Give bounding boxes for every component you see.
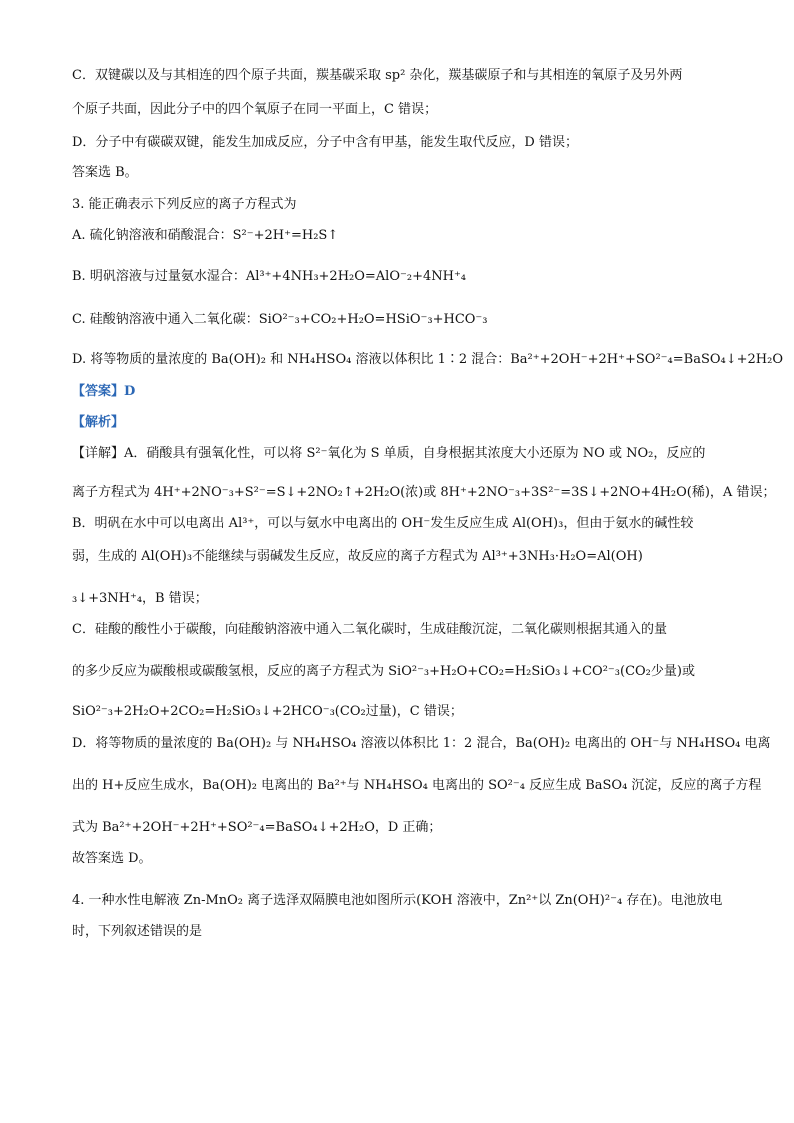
question-3-option-c: C. 硅酸钠溶液中通入二氧化碳：SiO²⁻₃+CO₂+H₂O=HSiO⁻₃+HCO⁻₃ — [72, 312, 488, 327]
question-3: 3. 能正确表示下列反应的离子方程式为 — [72, 197, 297, 212]
detail-line-1: 【详解】A．硝酸具有强氧化性，可以将 S²⁻氧化为 S 单质，自身根据其浓度大小还原为 NO 或 NO₂，反应的 — [72, 446, 706, 461]
detail-line-2: 离子方程式为 4H⁺+2NO⁻₃+S²⁻=S↓+2NO₂↑+2H₂O(浓)或 8H⁺+2NO⁻₃+3S²⁻=3S↓+2NO+4H₂O(稀)，A 错误； — [72, 485, 776, 500]
analysis-tag: 【解析】 — [72, 415, 125, 430]
answer-b: 答案选 B。 — [72, 165, 138, 180]
answer-tag: 【答案】D — [72, 384, 136, 399]
option-c-line-1: C．双键碳以及与其相连的四个原子共面，羰基碳采取 sp² 杂化，羰基碳原子和与其相连的氧原子及另外两 — [72, 68, 683, 83]
question-3-option-b: B. 明矾溶液与过量氨水湿合：Al³⁺+4NH₃+2H₂O=AlO⁻₂+4NH⁺₄ — [72, 269, 467, 284]
question-4-line-1: 4. 一种水性电解液 Zn-MnO₂ 离子选泽双隔膜电池如图所示(KOH 溶液中，Zn²⁺以 Zn(OH)²⁻₄ 存在)。电池放电 — [72, 893, 723, 908]
detail-line-4: 弱，生成的 Al(OH)₃不能继续与弱碱发生反应，故反应的离子方程式为 Al³⁺+3NH₃·H₂O=Al(OH) — [72, 549, 643, 564]
final-answer: 故答案选 D。 — [72, 851, 152, 866]
question-3-option-a: A. 硫化钠溶液和硝酸混合：S²⁻+2H⁺=H₂S↑ — [72, 228, 339, 243]
detail-line-11: 式为 Ba²⁺+2OH⁻+2H⁺+SO²⁻₄=BaSO₄↓+2H₂O，D 正确； — [72, 820, 442, 835]
detail-line-8: SiO²⁻₃+2H₂O+2CO₂=H₂SiO₃↓+2HCO⁻₃(CO₂过量)，C 错误； — [72, 704, 463, 719]
question-4-line-2: 时，下列叙述错误的是 — [72, 924, 203, 939]
option-d-line: D．分子中有碳碳双键，能发生加成反应，分子中含有甲基，能发生取代反应，D 错误； — [72, 135, 578, 150]
detail-line-10: 出的 H+反应生成水，Ba(OH)₂ 电离出的 Ba²⁺与 NH₄HSO₄ 电离出的 SO²⁻₄ 反应生成 BaSO₄ 沉淀，反应的离子方程 — [72, 778, 762, 793]
question-3-option-d: D. 将等物质的量浓度的 Ba(OH)₂ 和 NH₄HSO₄ 溶液以体积比 1∶2 混合：Ba²⁺+2OH⁻+2H⁺+SO²⁻₄=BaSO₄↓+2H₂O — [72, 352, 783, 367]
detail-line-5: ₃↓+3NH⁺₄，B 错误； — [72, 591, 208, 606]
detail-line-3: B．明矾在水中可以电离出 Al³⁺，可以与氨水中电离出的 OH⁻发生反应生成 Al(OH)₃，但由于氨水的碱性较 — [72, 516, 694, 531]
detail-line-9: D．将等物质的量浓度的 Ba(OH)₂ 与 NH₄HSO₄ 溶液以体积比 1：2 混合，Ba(OH)₂ 电离出的 OH⁻与 NH₄HSO₄ 电离 — [72, 736, 771, 751]
option-c-line-2: 个原子共面，因此分子中的四个氧原子在同一平面上，C 错误； — [72, 102, 438, 117]
detail-line-6: C．硅酸的酸性小于碳酸，向硅酸钠溶液中通入二氧化碳时，生成硅酸沉淀，二氧化碳则根据其通入的量 — [72, 622, 667, 637]
detail-line-7: 的多少反应为碳酸根或碳酸氢根，反应的离子方程式为 SiO²⁻₃+H₂O+CO₂=H₂SiO₃↓+CO²⁻₃(CO₂少量)或 — [72, 664, 695, 679]
